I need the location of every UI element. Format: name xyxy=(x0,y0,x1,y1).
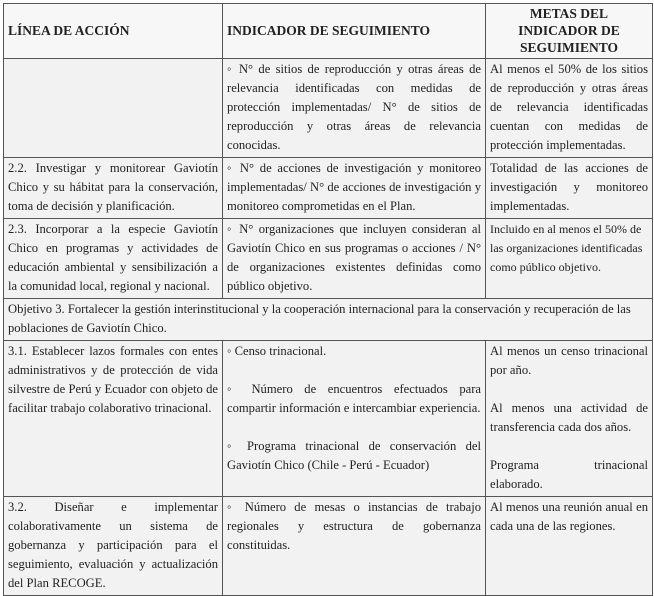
indicador-text: ◦ Programa trinacional de conservación del Gaviotín Chico (Chile - Perú - Ecuador) xyxy=(227,439,481,472)
table-row xyxy=(4,158,653,219)
indicador-cell xyxy=(223,59,486,158)
metas-text: Programa trinacional elaborado. xyxy=(490,458,648,491)
table-row xyxy=(4,341,653,497)
table-row xyxy=(4,219,653,299)
metas-cell xyxy=(486,158,653,219)
table-row xyxy=(4,59,653,158)
indicador-text: ◦ Número de mesas o instancias de trabajo regionales y estructura de gobernanza constituidas. xyxy=(227,500,481,552)
indicador-text: ◦ Número de encuentros efectuados para compartir información e intercambiar experiencia. xyxy=(227,382,481,415)
indicador-cell xyxy=(223,341,486,497)
header-metas: METAS DEL INDICADOR DE SEGUIMIENTO xyxy=(486,4,653,59)
metas-cell xyxy=(486,219,653,299)
metas-text: Al menos una reunión anual en cada una de las regiones. xyxy=(490,500,648,533)
linea-cell: 2.3. Incorporar a la especie Gaviotín Chico en programas y actividades de educación ambiental y sensibilización a la comunidad local, regional y nacional. xyxy=(4,219,223,299)
action-plan-table xyxy=(3,3,653,596)
linea-cell xyxy=(4,59,223,158)
table-row xyxy=(4,497,653,596)
linea-cell: 2.2. Investigar y monitorear Gaviotín Chico y su hábitat para la conservación, toma de decisión y planificación. xyxy=(4,158,223,219)
indicador-cell xyxy=(223,497,486,596)
indicador-text: ◦ N° de sitios de reproducción y otras áreas de relevancia identificadas con medidas de protección implementadas/ N° de sitios de reproducción y otras áreas de relevancia conocidas. xyxy=(227,62,481,152)
linea-cell: 3.1. Establecer lazos formales con entes administrativos y de protección de vida silvestre de Perú y Ecuador con objeto de facilitar trabajo colaborativo trinacional. xyxy=(4,341,223,497)
indicador-text: ◦ N° organizaciones que incluyen consideran al Gaviotín Chico en sus programas o acciones / N° de organizaciones existentes definidas como público objetivo. xyxy=(227,222,481,293)
indicador-text: ◦ N° de acciones de investigación y monitoreo implementadas/ N° de acciones de investigación y monitoreo comprometidas en el Plan. xyxy=(227,161,481,213)
metas-cell xyxy=(486,59,653,158)
objective-row xyxy=(4,299,653,341)
metas-text: Incluido en al menos el 50% de las organizaciones identificadas como público objetivo. xyxy=(490,222,643,274)
metas-text: Al menos un censo trinacional por año. xyxy=(490,344,648,377)
metas-text: Totalidad de las acciones de investigación y monitoreo implementadas. xyxy=(490,161,648,213)
header-row xyxy=(4,4,653,59)
header-indicador: INDICADOR DE SEGUIMIENTO xyxy=(223,4,486,59)
header-linea: LÍNEA DE ACCIÓN xyxy=(4,4,223,59)
metas-cell xyxy=(486,341,653,497)
metas-text: Al menos una actividad de transferencia cada dos años. xyxy=(490,401,648,434)
indicador-text: ◦ Censo trinacional. xyxy=(227,344,327,358)
linea-cell: 3.2. Diseñar e implementar colaborativamente un sistema de gobernanza y participación para el seguimiento, evaluación y actualización del Plan RECOGE. xyxy=(4,497,223,596)
objective-3: Objetivo 3. Fortalecer la gestión interinstitucional y la cooperación internacional para la conservación y recuperación de las poblaciones de Gaviotín Chico. xyxy=(4,299,653,341)
metas-cell xyxy=(486,497,653,596)
indicador-cell xyxy=(223,219,486,299)
indicador-cell xyxy=(223,158,486,219)
metas-text: Al menos el 50% de los sitios de reproducción y otras áreas de relevancia identificadas cuentan con medidas de protección implementadas. xyxy=(490,62,648,152)
